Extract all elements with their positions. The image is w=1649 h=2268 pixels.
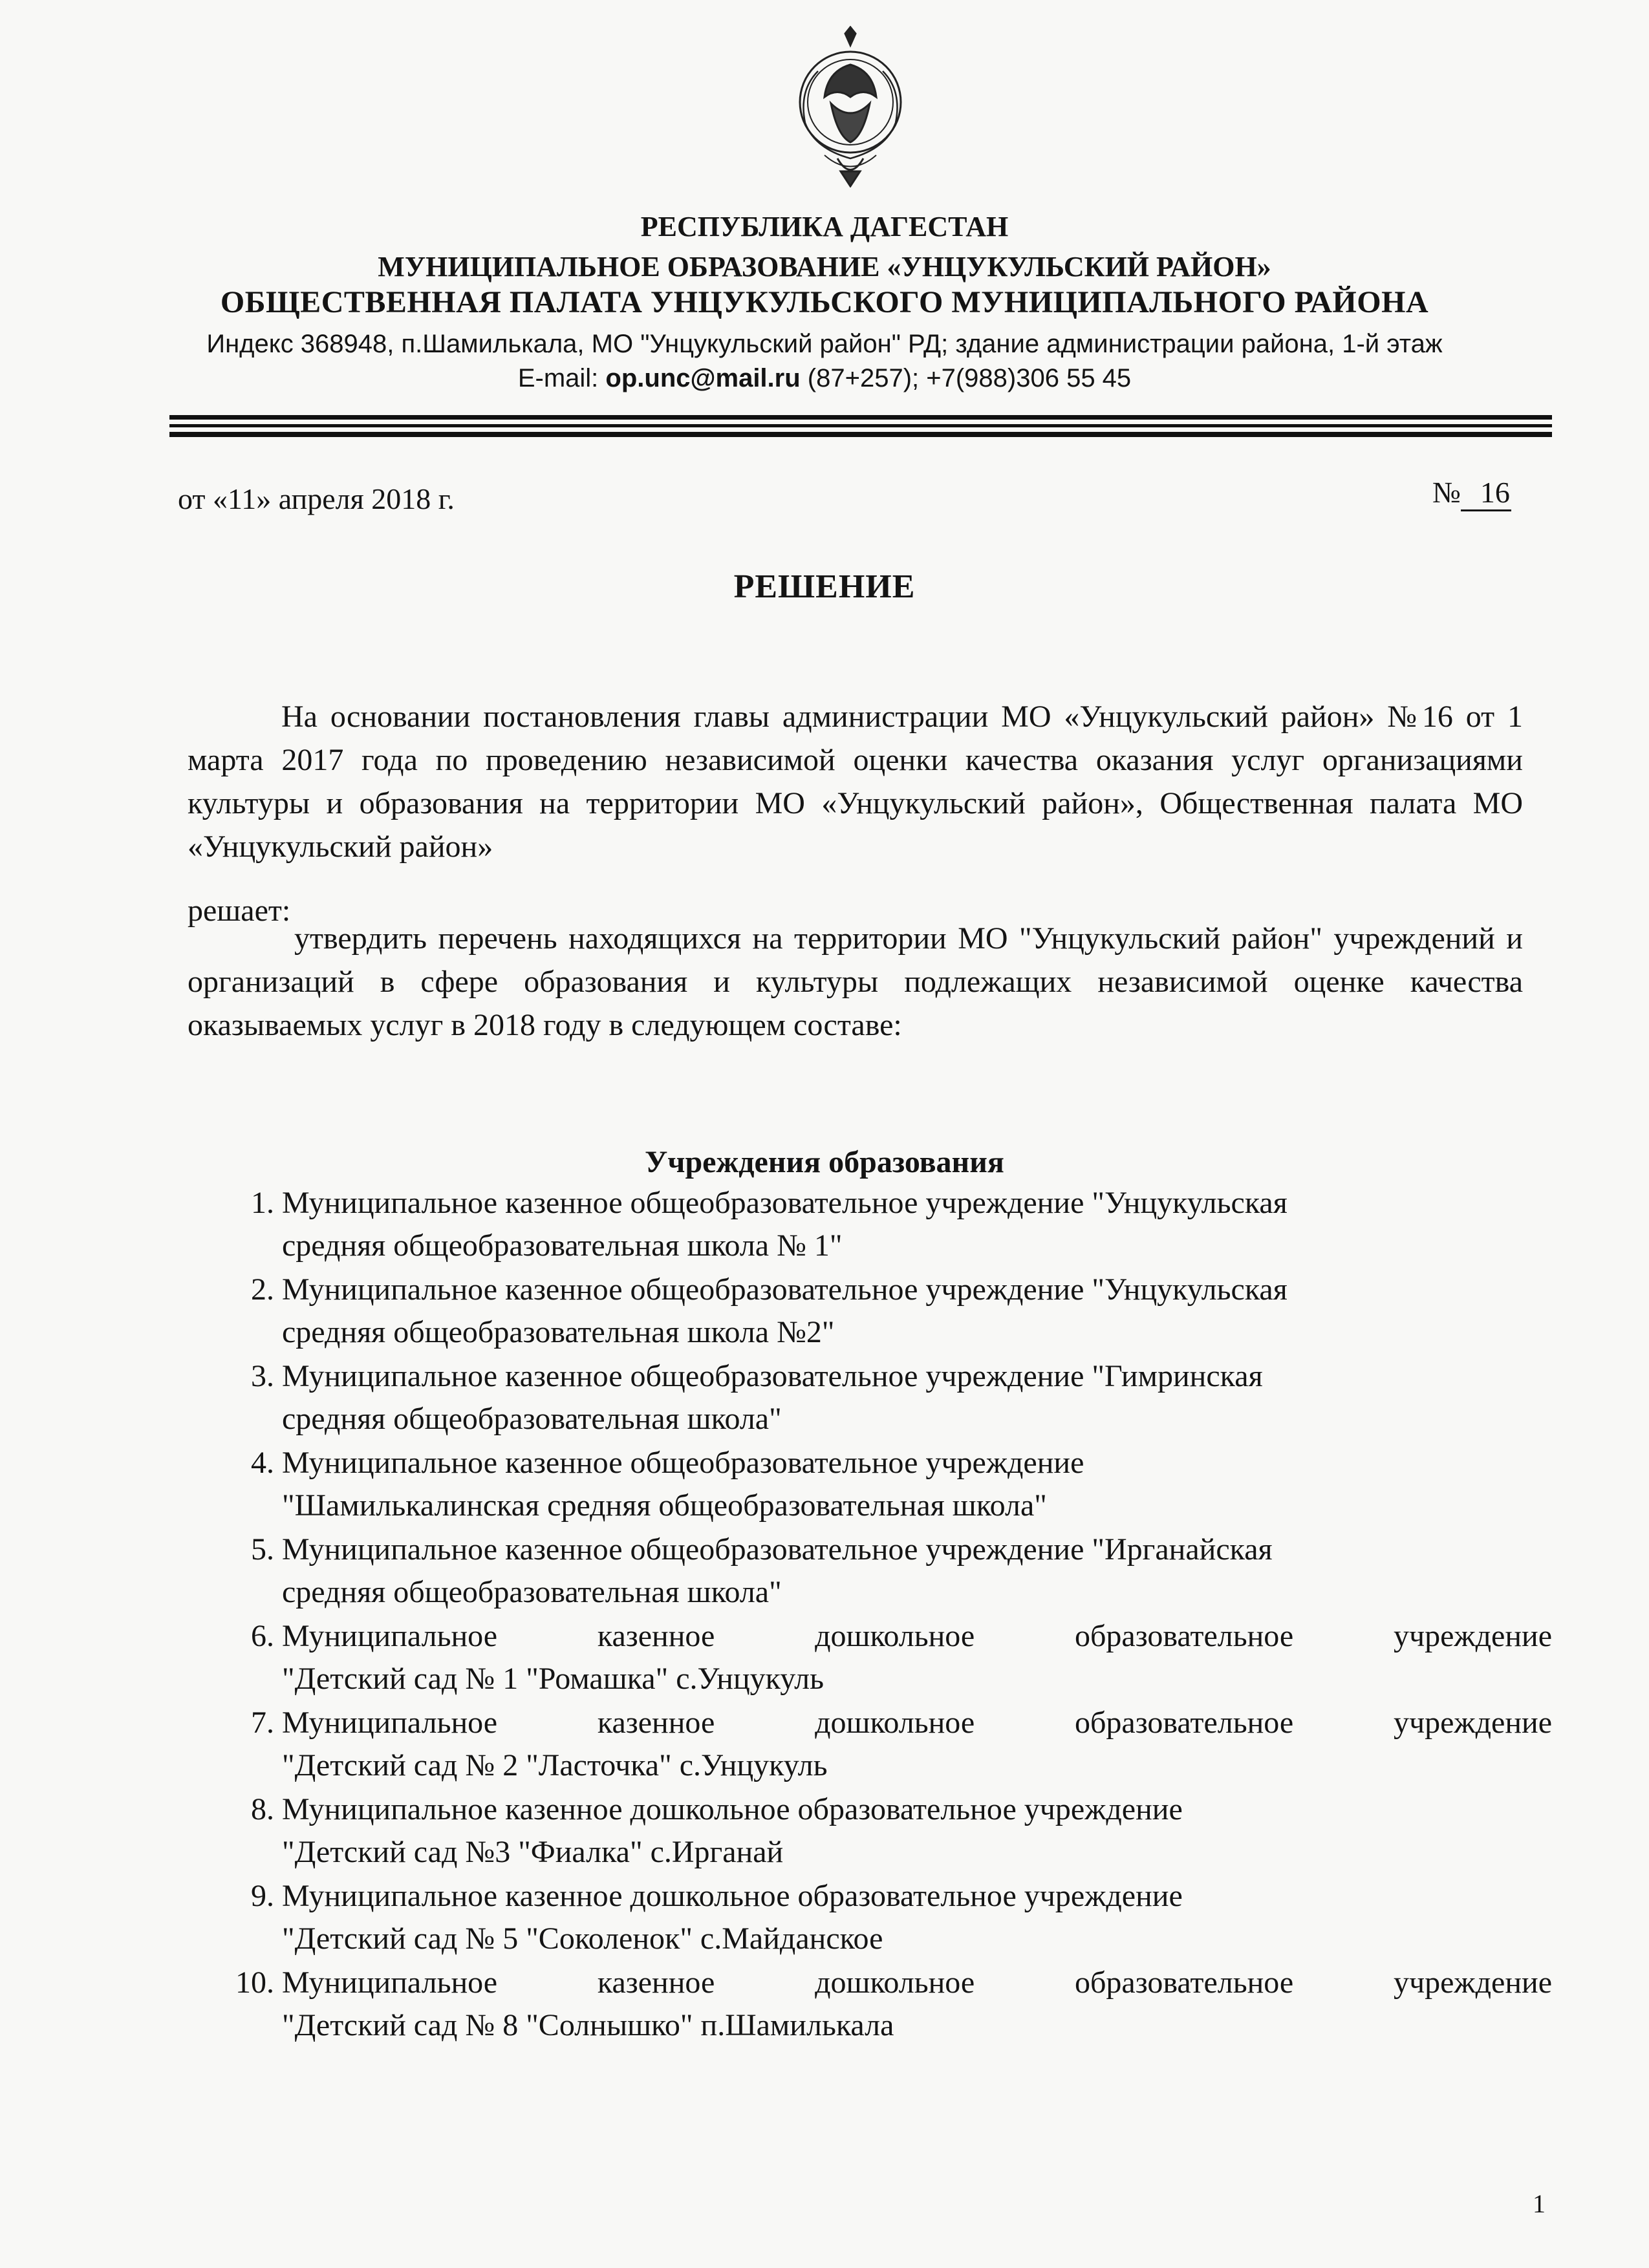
list-item-text: Муниципальное казенное дошкольное образовательное учреждение — [282, 1965, 1552, 2000]
list-item-text: средняя общеобразовательная школа №2" — [282, 1315, 835, 1349]
list-item — [188, 1702, 1552, 1787]
document-title: РЕШЕНИЕ — [733, 568, 916, 605]
dagestan-coat-of-arms-emblem — [779, 26, 921, 187]
list-item-number: 5. — [251, 1532, 274, 1567]
list-item-number: 1. — [251, 1186, 274, 1220]
list-item-number: 7. — [251, 1706, 274, 1740]
header-divider — [169, 424, 1552, 427]
phone-numbers: (87+257); +7(988)306 55 45 — [807, 364, 1132, 392]
list-item-number: 8. — [251, 1792, 274, 1826]
list-item-text: "Детский сад № 8 "Солнышко" п.Шамилькала — [282, 2008, 894, 2042]
list-item-text: "Детский сад № 1 "Ромашка" с.Унцукуль — [282, 1662, 824, 1696]
list-item-text: средняя общеобразовательная школа" — [282, 1575, 782, 1609]
list-item — [188, 1355, 1552, 1440]
list-item — [188, 1875, 1552, 1960]
list-item-number: 9. — [251, 1879, 274, 1913]
list-item-text: "Шамилькалинская средняя общеобразовательная школа" — [282, 1488, 1047, 1523]
number-label: № — [1432, 476, 1461, 509]
list-item — [188, 1442, 1552, 1527]
list-item-text: средняя общеобразовательная школа № 1" — [282, 1228, 843, 1263]
list-item-number: 2. — [251, 1272, 274, 1307]
list-item-text: "Детский сад №3 "Фиалка" с.Ирганай — [282, 1835, 784, 1869]
institutions-list — [188, 1182, 1552, 2048]
list-item — [188, 1615, 1552, 1700]
list-item — [188, 1182, 1552, 1267]
page-number: 1 — [1533, 2189, 1546, 2218]
list-item — [188, 1268, 1552, 1354]
list-item — [188, 1528, 1552, 1614]
preamble-paragraph: На основании постановления главы администрации МО «Унцукульский район» №16 от 1 марта 2017 года по проведению независимой оценки качества оказания услуг организациями культуры и образования на территории МО «Унцукульский район», Общественная палата МО «Унцукульский район» — [188, 700, 1523, 864]
list-item-text: "Детский сад № 2 "Ласточка" с.Унцукуль — [282, 1748, 828, 1782]
list-item-text: средняя общеобразовательная школа" — [282, 1402, 782, 1436]
header-republic: РЕСПУБЛИКА ДАГЕСТАН — [640, 211, 1009, 242]
section-title: Учреждения образования — [645, 1145, 1004, 1179]
document-date: от «11» апреля 2018 г. — [178, 482, 455, 515]
list-item-text: Муниципальное казенное общеобразовательное учреждение "Унцукульская — [282, 1272, 1288, 1307]
list-item-number: 10. — [235, 1965, 274, 2000]
header-divider — [169, 432, 1552, 437]
list-item-text: "Детский сад № 5 "Соколенок" с.Майданское — [282, 1921, 883, 1956]
document-number — [1432, 475, 1511, 511]
list-item — [188, 1788, 1552, 1874]
resolution-paragraph: утвердить перечень находящихся на территории МО "Унцукульский район" учреждений и организаций в сфере образования и культуры подлежащих независимой оценке качества оказываемых услуг в 2018 году в следующем составе: — [188, 921, 1523, 1042]
list-item-text: Муниципальное казенное дошкольное образовательное учреждение — [282, 1792, 1183, 1826]
header-contacts — [0, 364, 1649, 393]
list-item-text: Муниципальное казенное общеобразовательное учреждение — [282, 1446, 1084, 1480]
list-item-text: Муниципальное казенное дошкольное образовательное учреждение — [282, 1706, 1552, 1740]
list-item-text: Муниципальное казенное дошкольное образовательное учреждение — [282, 1879, 1183, 1913]
header-organization: ОБЩЕСТВЕННАЯ ПАЛАТА УНЦУКУЛЬСКОГО МУНИЦИПАЛЬНОГО РАЙОНА — [220, 285, 1429, 319]
email-address: op.unc@mail.ru — [605, 364, 801, 392]
list-item-text: Муниципальное казенное общеобразовательное учреждение "Ирганайская — [282, 1532, 1273, 1567]
list-item — [188, 1962, 1552, 2047]
list-item-number: 6. — [251, 1619, 274, 1653]
number-value: 16 — [1461, 476, 1511, 511]
list-item-text: Муниципальное казенное общеобразовательное учреждение "Унцукульская — [282, 1186, 1288, 1220]
list-item-text: Муниципальное казенное общеобразовательное учреждение "Гимринская — [282, 1359, 1263, 1393]
list-item-number: 4. — [251, 1446, 274, 1480]
header-address: Индекс 368948, п.Шамилькала, МО "Унцукульский район" РД; здание администрации района, 1-й этаж — [206, 330, 1443, 358]
email-label: E-mail: — [517, 364, 599, 392]
list-item-text: Муниципальное казенное дошкольное образовательное учреждение — [282, 1619, 1552, 1653]
resolves-word: решает: — [188, 893, 291, 928]
header-divider — [169, 415, 1552, 420]
header-municipality: МУНИЦИПАЛЬНОЕ ОБРАЗОВАНИЕ «УНЦУКУЛЬСКИЙ РАЙОН» — [378, 251, 1271, 283]
list-item-number: 3. — [251, 1359, 274, 1393]
